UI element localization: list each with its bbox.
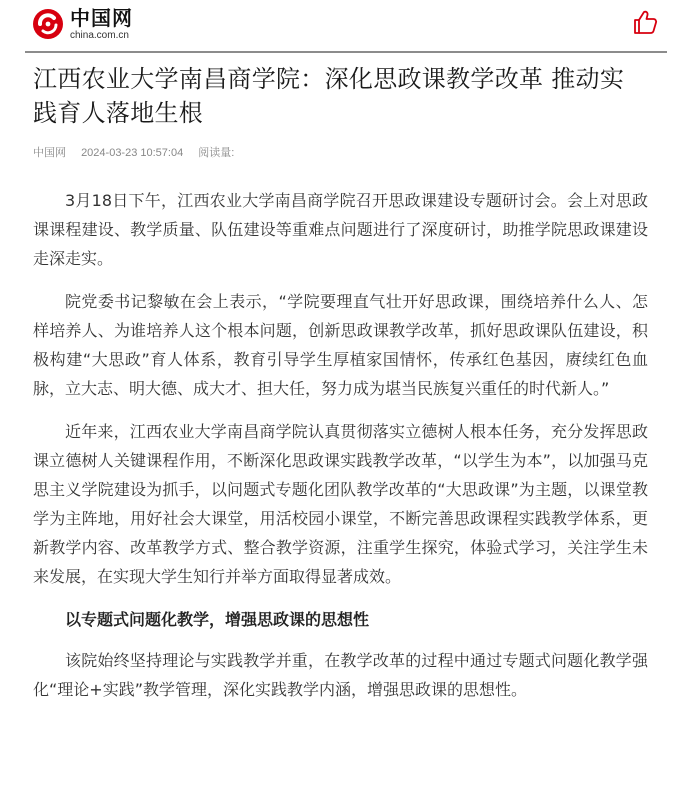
read-count-label: 阅读量: [198,147,235,159]
header-divider [25,51,667,53]
article-subheading: 以专题式问题化教学，增强思政课的思想性 [65,610,370,629]
logo-domain: china.com.cn [70,29,129,41]
china-com-cn-logo-icon [32,8,64,40]
logo-text [70,5,133,41]
article-paragraph: 院党委书记黎敏在会上表示，“学院要理直气壮开好思政课，围绕培养什么人、怎样培养人、为谁培养人这个根本问题，创新思政课教学改革，抓好思政课队伍建设，积极构建“大思政”育人体系，教育引导学生厚植家国情怀，传承红色基因，赓续红色血脉，立大志、明大德、成大才、担大任，努力成为堪当民族复兴重任的时代新人。” [33,292,648,398]
article-paragraph: 该院始终坚持理论与实践教学并重，在教学改革的过程中通过专题式问题化教学强化“理论+实践”教学管理，深化实践教学内涵，增强思政课的思想性。 [33,651,648,699]
article-paragraph: 3月18日下午，江西农业大学南昌商学院召开思政课建设专题研讨会。会上对思政课课程建设、教学质量、队伍建设等重难点问题进行了深度研讨，助推学院思政课建设走深走实。 [33,191,648,268]
article-source: 中国网 [33,147,66,159]
article-body [33,186,648,704]
thumbs-up-icon [631,8,659,36]
like-button[interactable] [631,8,659,36]
article-meta [33,144,648,160]
site-header [0,0,697,50]
article-paragraph: 近年来，江西农业大学南昌商学院认真贯彻落实立德树人根本任务，充分发挥思政课立德树人关键课程作用，不断深化思政课实践教学改革，“以学生为本”，以加强马克思主义学院建设为抓手，以问题式专题化团队教学改革的“大思政课”为主题，以课堂教学为主阵地，用好社会大课堂，用活校园小课堂，不断完善思政课程实践教学体系，更新教学内容、改革教学方式、整合教学资源，注重学生探究，体验式学习，关注学生未来发展，在实现大学生知行并举方面取得显著成效。 [33,422,648,586]
site-logo[interactable] [32,6,133,42]
article-title: 江西农业大学南昌商学院：深化思政课教学改革 推动实践育人落地生根 [33,65,625,127]
logo-name: 中国网 [70,5,133,30]
article-datetime: 2024-03-23 10:57:04 [81,147,184,159]
article [33,62,648,718]
